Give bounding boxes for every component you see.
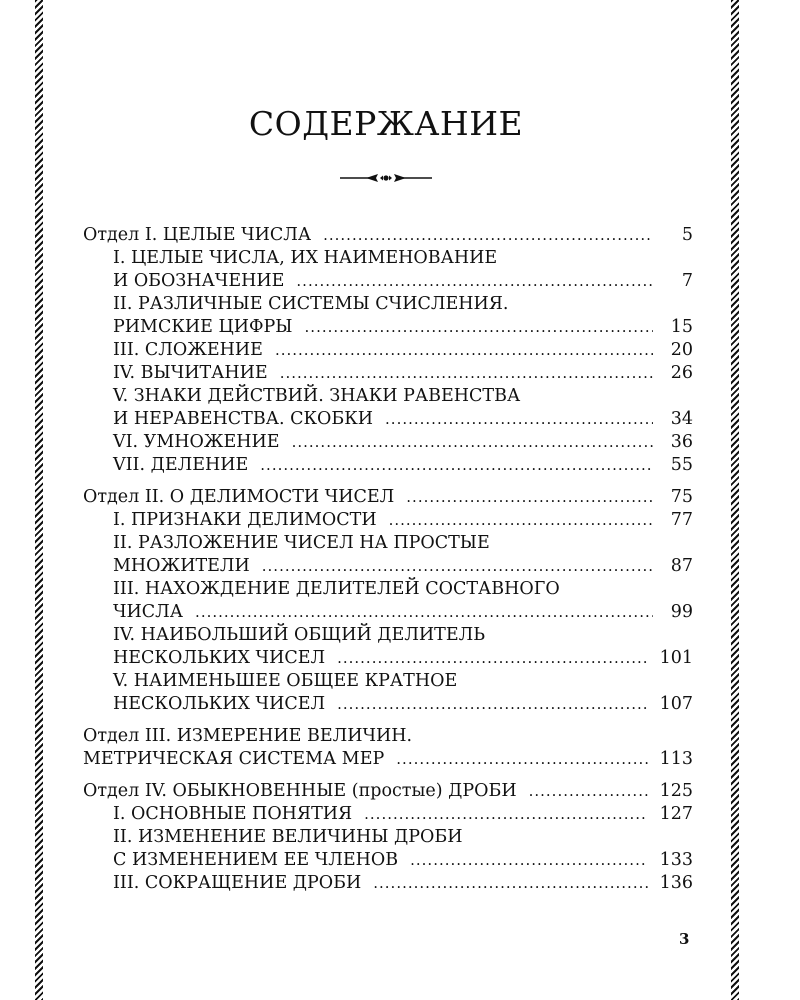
- toc-entry-page: 36: [670, 432, 693, 452]
- toc-entry: [83, 486, 693, 509]
- toc-entry-label: РИМСКИЕ ЦИФРЫ: [113, 317, 293, 337]
- toc-entry-label: НЕСКОЛЬКИХ ЧИСЕЛ: [113, 648, 326, 668]
- toc-entry-label: II. РАЗЛИЧНЫЕ СИСТЕМЫ СЧИСЛЕНИЯ.: [113, 294, 509, 314]
- toc-entry-label: НЕСКОЛЬКИХ ЧИСЕЛ: [113, 694, 326, 714]
- toc-entry: [83, 454, 693, 477]
- toc-leader-dots: [292, 431, 653, 454]
- toc-leader-dots: [410, 849, 647, 872]
- toc-entry-page: 15: [670, 317, 693, 337]
- toc-entry-page: 5: [681, 225, 693, 245]
- toc-leader-dots: [396, 748, 647, 771]
- toc-leader-dots: [275, 339, 653, 362]
- toc-entry-label: I. ЦЕЛЫЕ ЧИСЛА, ИХ НАИМЕНОВАНИЕ: [113, 248, 498, 268]
- toc-entry-page: 99: [670, 602, 693, 622]
- toc-entry: [83, 509, 693, 532]
- toc-entry-label: IV. НАИБОЛЬШИЙ ОБЩИЙ ДЕЛИТЕЛЬ: [113, 625, 486, 645]
- toc-leader-dots: [280, 362, 653, 385]
- toc-entry-page: 7: [681, 271, 693, 291]
- toc-leader-dots: [337, 647, 648, 670]
- toc-entry-label: V. ЗНАКИ ДЕЙСТВИЙ. ЗНАКИ РАВЕНСТВА: [113, 386, 521, 406]
- toc-leader-dots: [262, 555, 653, 578]
- toc-leader-dots: [373, 872, 647, 895]
- toc-entry: [83, 431, 693, 454]
- page-title: СОДЕРЖАНИЕ: [248, 104, 524, 143]
- toc-entry-page: 34: [670, 409, 693, 429]
- toc-entry-label: III. СЛОЖЕНИЕ: [113, 340, 263, 360]
- toc-entry-page: 77: [670, 510, 693, 530]
- toc-entry-page: 133: [659, 850, 693, 870]
- toc-entry-page: 127: [659, 804, 693, 824]
- toc-entry: [83, 408, 693, 431]
- toc-entry: [83, 725, 693, 748]
- toc-entry-page: 20: [670, 340, 693, 360]
- toc-entry-label: МЕТРИЧЕСКАЯ СИСТЕМА МЕР: [83, 749, 385, 769]
- toc-entry: [83, 578, 693, 601]
- toc-entry: [83, 532, 693, 555]
- toc-entry-label: I. ПРИЗНАКИ ДЕЛИМОСТИ: [113, 510, 377, 530]
- toc-entry-label: С ИЗМЕНЕНИЕМ ЕЕ ЧЛЕНОВ: [113, 850, 399, 870]
- toc-entry-label: Отдел I. ЦЕЛЫЕ ЧИСЛА: [83, 225, 312, 245]
- table-of-contents: [83, 224, 693, 895]
- toc-leader-dots: [323, 224, 653, 247]
- toc-entry: [83, 316, 693, 339]
- toc-entry: [83, 849, 693, 872]
- toc-entry-label: V. НАИМЕНЬШЕЕ ОБЩЕЕ КРАТНОЕ: [113, 671, 458, 691]
- toc-entry-page: 107: [659, 694, 693, 714]
- toc-entry-page: 125: [659, 781, 693, 801]
- toc-leader-dots: [195, 601, 653, 624]
- toc-entry-page: 75: [670, 487, 693, 507]
- toc-entry: [83, 293, 693, 316]
- toc-entry-label: II. ИЗМЕНЕНИЕ ВЕЛИЧИНЫ ДРОБИ: [113, 827, 463, 847]
- toc-leader-dots: [337, 693, 648, 716]
- toc-entry-page: 55: [670, 455, 693, 475]
- toc-entry: [83, 339, 693, 362]
- toc-entry: [83, 803, 693, 826]
- toc-entry-label: VI. УМНОЖЕНИЕ: [113, 432, 280, 452]
- toc-leader-dots: [260, 454, 653, 477]
- toc-entry-label: Отдел III. ИЗМЕРЕНИЕ ВЕЛИЧИН.: [83, 726, 413, 746]
- decorative-border-left: [35, 0, 43, 1000]
- toc-leader-dots: [406, 486, 653, 509]
- toc-leader-dots: [296, 270, 653, 293]
- toc-entry: [83, 385, 693, 408]
- toc-entry: [83, 247, 693, 270]
- toc-leader-dots: [389, 509, 653, 532]
- toc-entry-label: I. ОСНОВНЫЕ ПОНЯТИЯ: [113, 804, 353, 824]
- toc-entry-label: VII. ДЕЛЕНИЕ: [113, 455, 249, 475]
- toc-entry: [83, 780, 693, 803]
- toc-entry-page: 136: [659, 873, 693, 893]
- toc-entry: [83, 872, 693, 895]
- toc-entry-label: ЧИСЛА: [113, 602, 184, 622]
- toc-entry: [83, 601, 693, 624]
- toc-leader-dots: [364, 803, 647, 826]
- toc-entry: [83, 826, 693, 849]
- toc-entry-label: И ОБОЗНАЧЕНИЕ: [113, 271, 285, 291]
- toc-entry-page: 26: [670, 363, 693, 383]
- toc-entry: [83, 555, 693, 578]
- toc-entry-page: 101: [659, 648, 693, 668]
- decorative-border-right: [731, 0, 739, 1000]
- toc-entry: [83, 224, 693, 247]
- toc-entry-label: III. НАХОЖДЕНИЕ ДЕЛИТЕЛЕЙ СОСТАВНОГО: [113, 579, 560, 599]
- toc-leader-dots: [385, 408, 653, 431]
- toc-entry-label: И НЕРАВЕНСТВА. СКОБКИ: [113, 409, 374, 429]
- ornament-divider-icon: [336, 170, 436, 186]
- toc-entry-label: Отдел IV. ОБЫКНОВЕННЫЕ (простые) ДРОБИ: [83, 781, 517, 801]
- toc-entry-page: 87: [670, 556, 693, 576]
- toc-entry: [83, 624, 693, 647]
- toc-entry-label: IV. ВЫЧИТАНИЕ: [113, 363, 268, 383]
- toc-entry: [83, 270, 693, 293]
- toc-entry: [83, 647, 693, 670]
- toc-entry-label: II. РАЗЛОЖЕНИЕ ЧИСЕЛ НА ПРОСТЫЕ: [113, 533, 490, 553]
- toc-entry: [83, 670, 693, 693]
- toc-entry-label: МНОЖИТЕЛИ: [113, 556, 250, 576]
- page-number: 3: [679, 930, 690, 948]
- toc-leader-dots: [529, 780, 648, 803]
- toc-entry: [83, 748, 693, 771]
- toc-entry-label: III. СОКРАЩЕНИЕ ДРОБИ: [113, 873, 362, 893]
- toc-leader-dots: [305, 316, 653, 339]
- toc-entry: [83, 693, 693, 716]
- toc-entry-label: Отдел II. О ДЕЛИМОСТИ ЧИСЕЛ: [83, 487, 395, 507]
- toc-entry-page: 113: [659, 749, 693, 769]
- toc-entry: [83, 362, 693, 385]
